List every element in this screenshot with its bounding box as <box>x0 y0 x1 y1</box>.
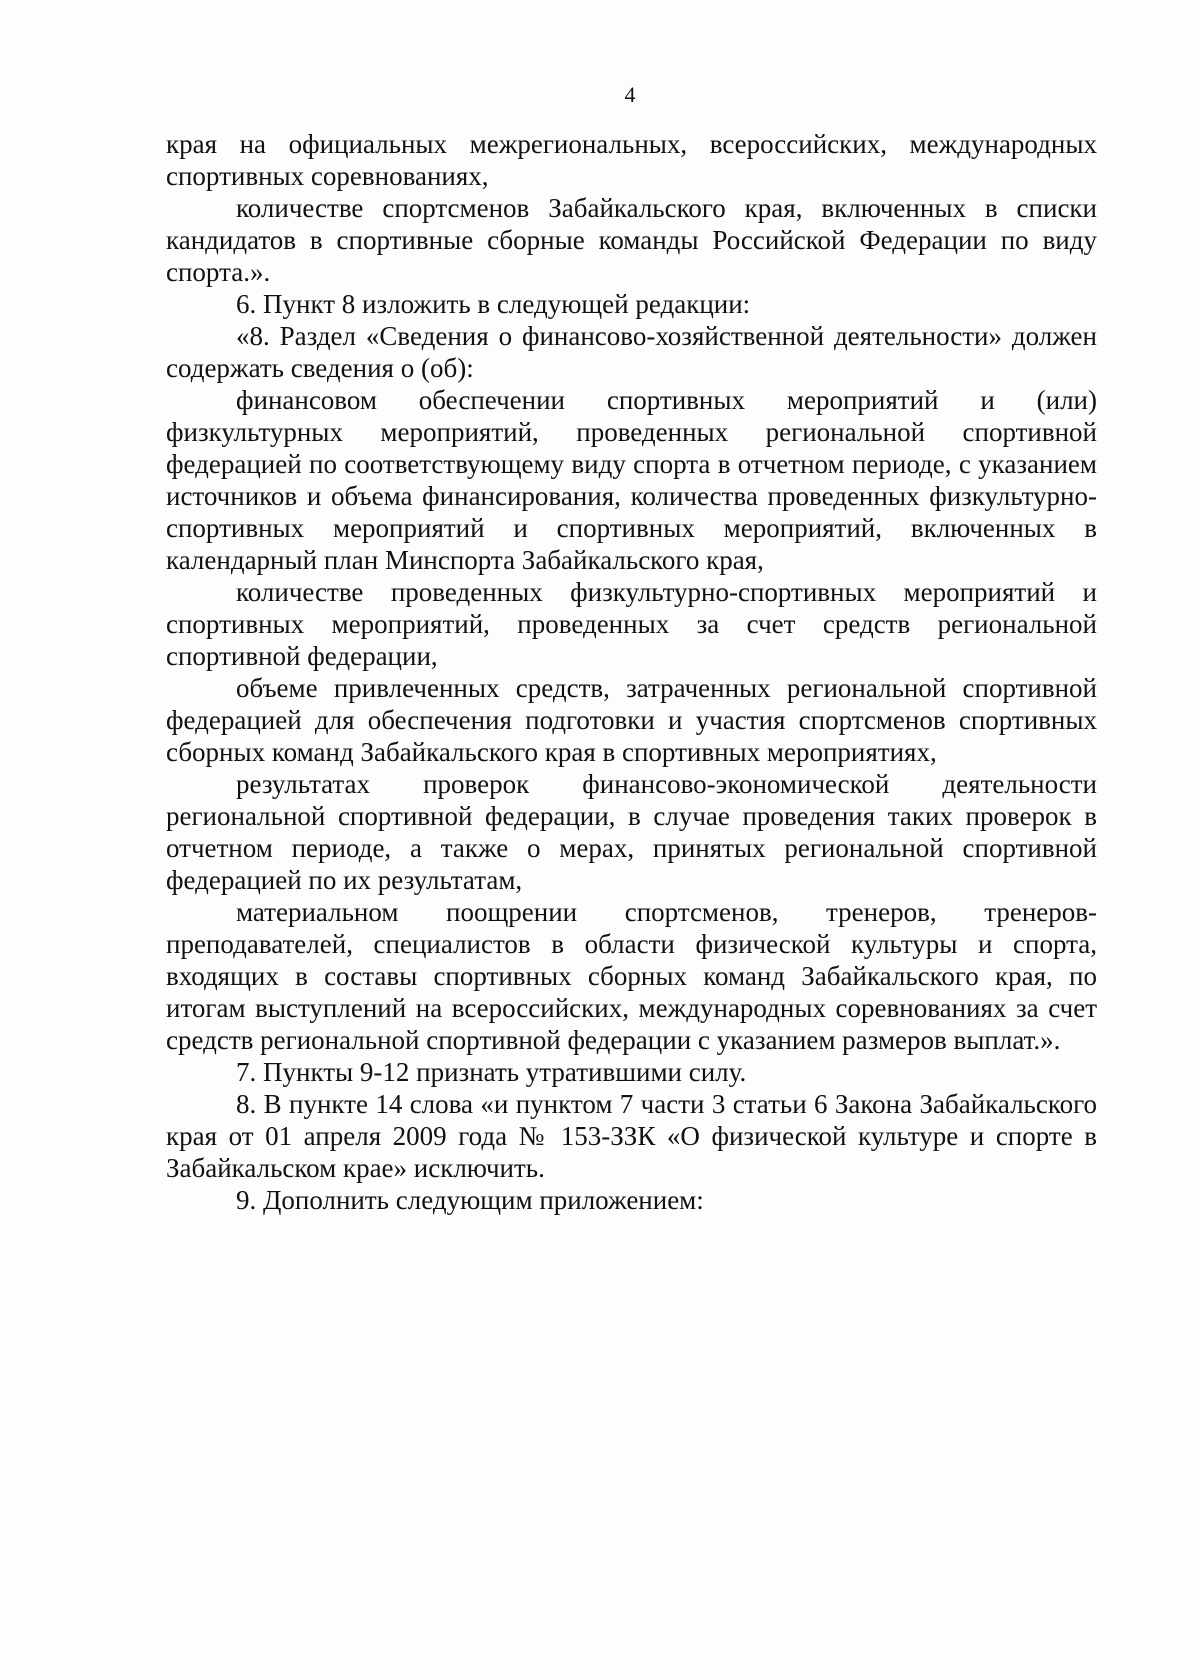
paragraph-events-count: количестве проведенных физкультурно-спортивных мероприятий и спортивных мероприятий, проведенных за счет средств региональной спортивной федерации, <box>166 577 1097 671</box>
paragraph-item-6: 6. Пункт 8 изложить в следующей редакции: <box>236 289 751 319</box>
paragraph-item-9: 9. Дополнить следующим приложением: <box>236 1185 704 1215</box>
paragraph-material-incentives: материальном поощрении спортсменов, тренеров, тренеров-преподавателей, специалистов в области физической культуры и спорта, входящих в составы спортивных сборных команд Забайкальского края, по итогам выступлений на всероссийских, международных соревнованиях за счет средств региональной спортивной федерации с указанием размеров выплат.». <box>166 897 1097 1055</box>
document-body <box>166 128 1097 1216</box>
paragraph-item-7: 7. Пункты 9-12 признать утратившими силу. <box>236 1057 747 1087</box>
paragraph-continuation: края на официальных межрегиональных, всероссийских, международных спортивных соревнованиях, <box>166 129 1097 191</box>
page-number: 4 <box>624 82 636 107</box>
paragraph-item-8: 8. В пункте 14 слова «и пунктом 7 части 3 статьи 6 Закона Забайкальского края от 01 апреля 2009 года № 153-ЗЗК «О физической культуре и спорте в Забайкальском крае» исключить. <box>166 1089 1097 1183</box>
paragraph-financial-support: финансовом обеспечении спортивных мероприятий и (или) физкультурных мероприятий, проведенных региональной спортивной федерацией по соответствующему виду спорта в отчетном периоде, с указанием источников и объема финансирования, количества проведенных физкультурно-спортивных мероприятий и спортивных мероприятий, включенных в календарный план Минспорта Забайкальского края, <box>166 385 1097 575</box>
paragraph-audit-results: результатах проверок финансово-экономической деятельности региональной спортивной федерации, в случае проведения таких проверок в отчетном периоде, а также о мерах, принятых региональной спортивной федерацией по их результатам, <box>166 769 1097 895</box>
paragraph-attracted-funds: объеме привлеченных средств, затраченных региональной спортивной федерацией для обеспечения подготовки и участия спортсменов спортивных сборных команд Забайкальского края в спортивных мероприятиях, <box>166 673 1097 767</box>
paragraph-athletes-candidates: количестве спортсменов Забайкальского края, включенных в списки кандидатов в спортивные сборные команды Российской Федерации по виду спорта.». <box>166 193 1097 287</box>
paragraph-section-8: «8. Раздел «Сведения о финансово-хозяйственной деятельности» должен содержать сведения о (об): <box>166 321 1097 383</box>
